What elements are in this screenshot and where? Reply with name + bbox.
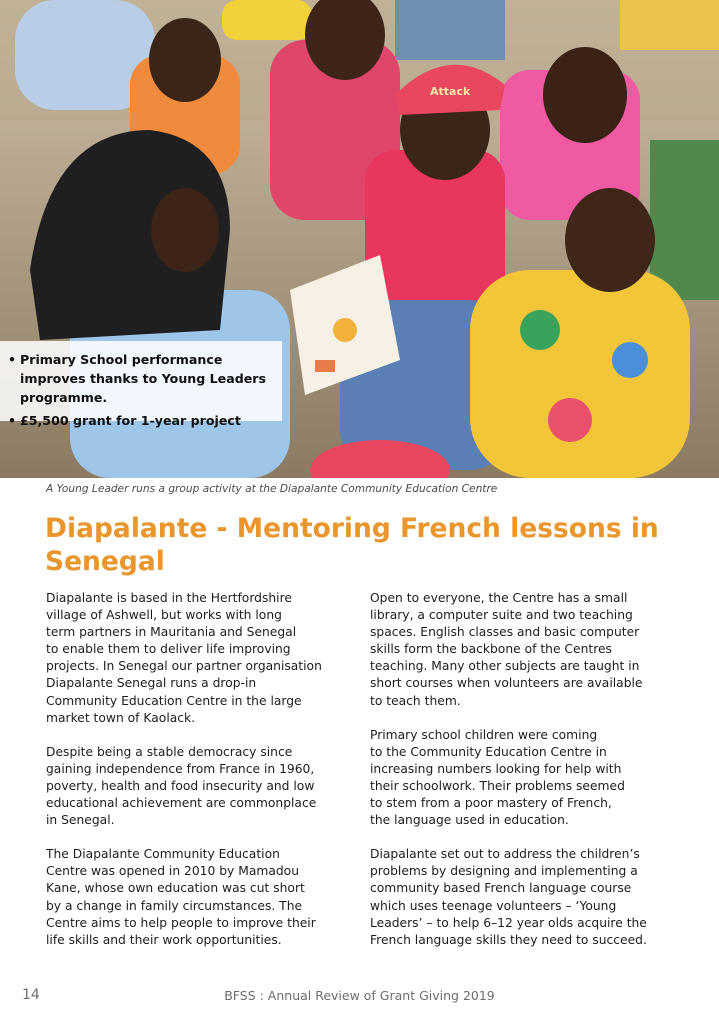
body-paragraph: Primary school children were coming to the Community Education Centre in increasing numbers looking for help with their schoolwork. Their problems seemed to stem from a poor mastery of French, the language used in education. <box>370 727 625 828</box>
body-paragraph: Diapalante is based in the Hertfordshire village of Ashwell, but works with long term partners in Mauritania and Senegal to enable them to deliver life improving projects. In Senegal our partner organisation Diapalante Senegal runs a drop-in Community Education Centre in the large market town of Kaolack. <box>46 591 322 725</box>
left-text-column <box>46 590 346 966</box>
page-number: 14 <box>22 987 40 1003</box>
body-paragraph: The Diapalante Community Education Centre was opened in 2010 by Mamadou Kane, whose own education was cut short by a change in family circumstances. The Centre aims to help people to improve their life skills and their work opportunities. <box>46 847 316 947</box>
body-paragraph: Despite being a stable democracy since gaining independence from France in 1960, poverty, health and food insecurity and low educational achievement are commonplace in Senegal. <box>46 744 317 828</box>
photo-caption: A Young Leader runs a group activity at the Diapalante Community Education Centre <box>46 483 498 495</box>
key-fact-text: Primary School performance improves thanks to Young Leaders programme. <box>20 352 266 405</box>
key-fact-item <box>8 350 276 407</box>
article-title: Diapalante - Mentoring French lessons in Senegal <box>45 513 659 577</box>
key-facts-box <box>0 341 282 428</box>
key-fact-text: £5,500 grant for 1-year project <box>20 413 241 428</box>
key-fact-item <box>8 411 276 430</box>
bullet-icon: • <box>8 352 17 367</box>
bullet-icon: • <box>8 413 17 428</box>
article-photo <box>0 0 719 478</box>
body-paragraph: Open to everyone, the Centre has a small library, a computer suite and two teaching spaces. English classes and basic computer skills form the backbone of the Centres teaching. Many other subjects are taught in short courses when volunteers are available to teach them. <box>370 591 643 708</box>
cap-logo-text: Attack <box>430 85 471 98</box>
body-paragraph: Diapalante set out to address the children’s problems by designing and implementing a community based French language course which uses teenage volunteers – ‘Young Leaders’ – to help 6–12 year olds acquire the French language skills they need to succeed. <box>370 847 647 947</box>
right-text-column <box>370 590 670 966</box>
publication-footer: BFSS : Annual Review of Grant Giving 2019 <box>224 988 495 1003</box>
